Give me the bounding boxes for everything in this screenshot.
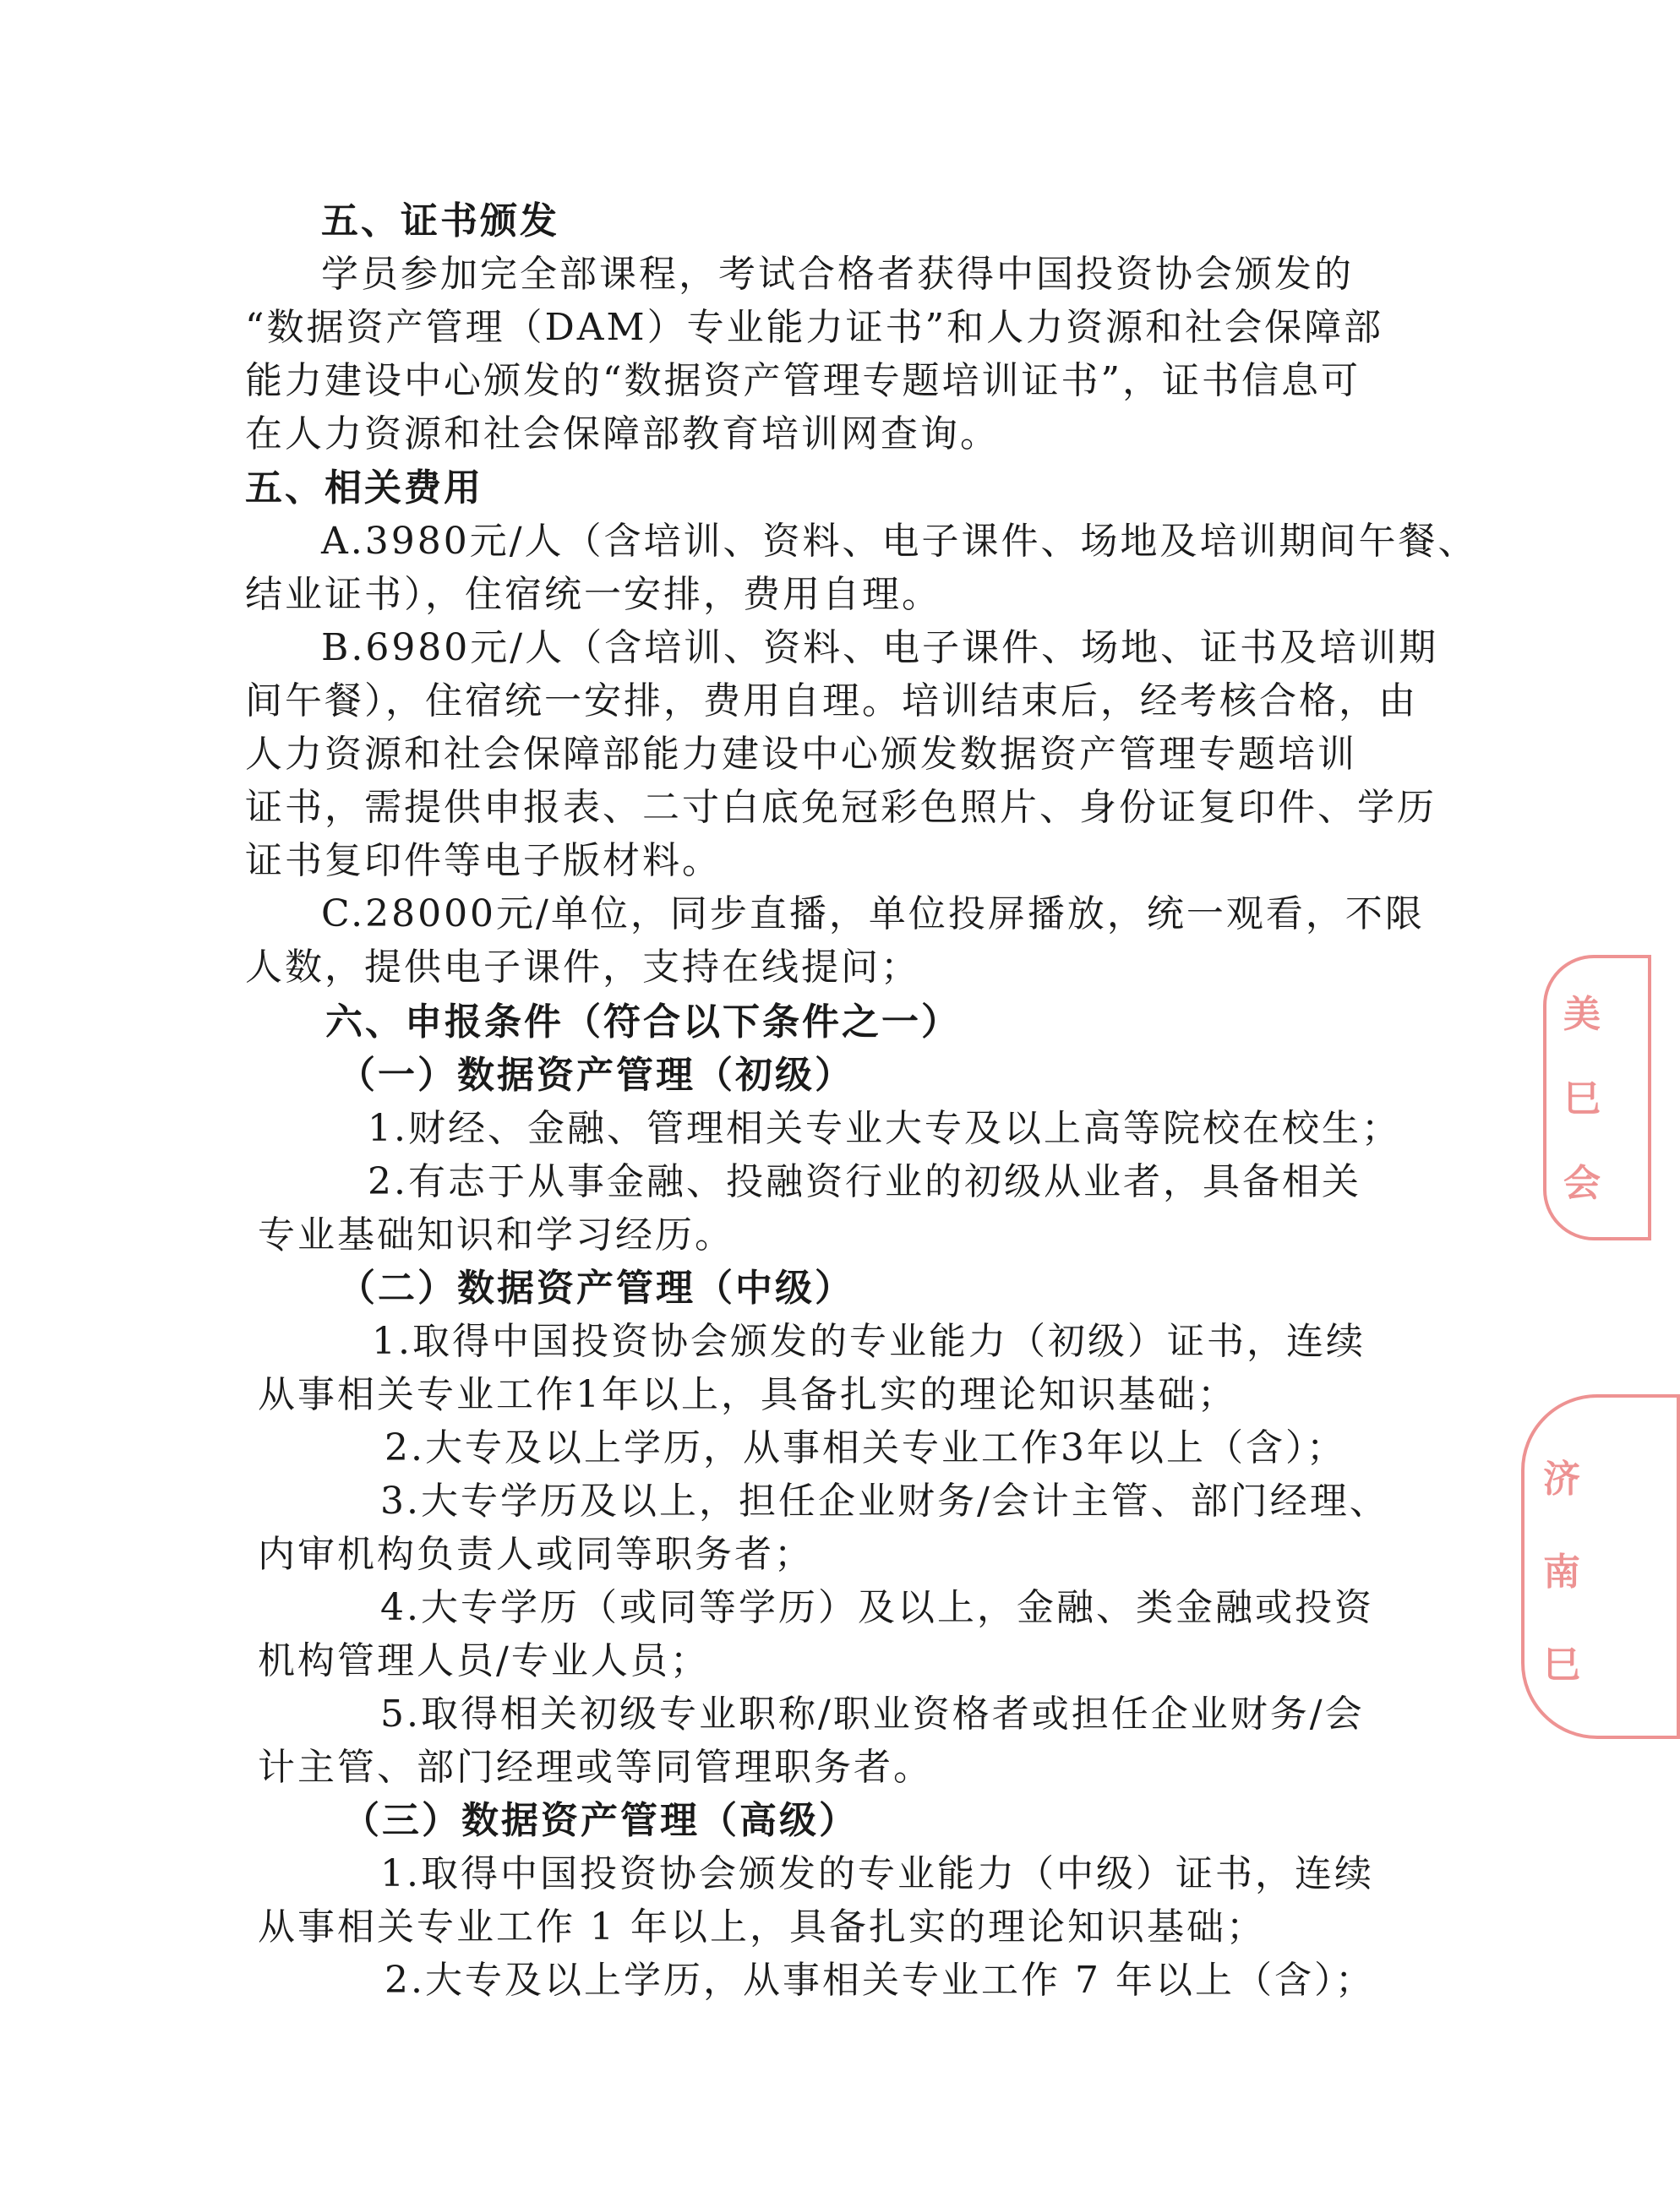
fee-option-a: A.3980元/人（含培训、资料、电子课件、场地及培训期间午餐、 (321, 520, 1478, 563)
paragraph-line: 计主管、部门经理或等同管理职务者。 (258, 1746, 933, 1789)
paragraph-line: 证书复印件等电子版材料。 (245, 839, 722, 882)
section-heading-fees: 五、相关费用 (245, 466, 483, 510)
paragraph-line: 人力资源和社会保障部能力建设中心颁发数据资产管理专题培训 (245, 733, 1357, 776)
subheading-senior: （三）数据资产管理（高级） (342, 1799, 859, 1842)
subheading-junior: （一）数据资产管理（初级） (338, 1054, 854, 1097)
paragraph-line: 在人力资源和社会保障部教育培训网查询。 (245, 412, 1000, 455)
paragraph-line: 能力建设中心颁发的“数据资产管理专题培训证书”，证书信息可 (245, 359, 1361, 402)
list-item: 1.取得中国投资协会颁发的专业能力（中级）证书，连续 (380, 1852, 1374, 1895)
list-item: 2.大专及以上学历，从事相关专业工作 7 年以上（含）； (385, 1959, 1375, 2002)
paragraph-line: 人数，提供电子课件，支持在线提问； (245, 946, 920, 989)
list-item: 2.有志于从事金融、投融资行业的初级从业者，具备相关 (368, 1160, 1361, 1203)
red-seal-stamp-lower: 济 南 巳 (1521, 1394, 1680, 1739)
paragraph-line: 从事相关专业工作1年以上，具备扎实的理论知识基础； (258, 1373, 1237, 1416)
fee-option-c: C.28000元/单位，同步直播，单位投屏播放，统一观看，不限 (321, 892, 1425, 935)
paragraph-line: 证书，需提供申报表、二寸白底免冠彩色照片、身份证复印件、学历 (245, 786, 1437, 829)
section-heading-requirements: 六、申报条件（符合以下条件之一） (325, 1000, 961, 1044)
paragraph-line: 从事相关专业工作 1 年以上，具备扎实的理论知识基础； (258, 1905, 1266, 1949)
paragraph-line: 学员参加完全部课程，考试合格者获得中国投资协会颁发的 (321, 253, 1354, 296)
list-item: 3.大专学历及以上，担任企业财务/会计主管、部门经理、 (380, 1480, 1389, 1523)
list-item: 2.大专及以上学历，从事相关专业工作3年以上（含）； (385, 1426, 1346, 1469)
paragraph-line: 内审机构负责人或同等职务者； (258, 1533, 814, 1576)
list-item: 5.取得相关初级专业职称/职业资格者或担任企业财务/会 (380, 1693, 1365, 1736)
red-seal-stamp-upper: 美 巳 会 (1543, 955, 1651, 1240)
paragraph-line: 间午餐），住宿统一安排，费用自理。培训结束后，经考核合格，由 (245, 679, 1418, 722)
fee-option-b: B.6980元/人（含培训、资料、电子课件、场地、证书及培训期 (321, 626, 1439, 669)
list-item: 1.财经、金融、管理相关专业大专及以上高等院校在校生； (368, 1107, 1401, 1150)
list-item: 4.大专学历（或同等学历）及以上，金融、类金融或投资 (380, 1586, 1374, 1629)
section-heading-certificate: 五、证书颁发 (321, 199, 559, 243)
subheading-intermediate: （二）数据资产管理（中级） (338, 1267, 854, 1310)
paragraph-line: 结业证书），住宿统一安排，费用自理。 (245, 573, 941, 616)
paragraph-line: “数据资产管理（DAM）专业能力证书”和人力资源和社会保障部 (245, 306, 1384, 349)
paragraph-line: 专业基础知识和学习经历。 (258, 1213, 734, 1257)
list-item: 1.取得中国投资协会颁发的专业能力（初级）证书，连续 (372, 1320, 1366, 1363)
paragraph-line: 机构管理人员/专业人员； (258, 1639, 710, 1682)
